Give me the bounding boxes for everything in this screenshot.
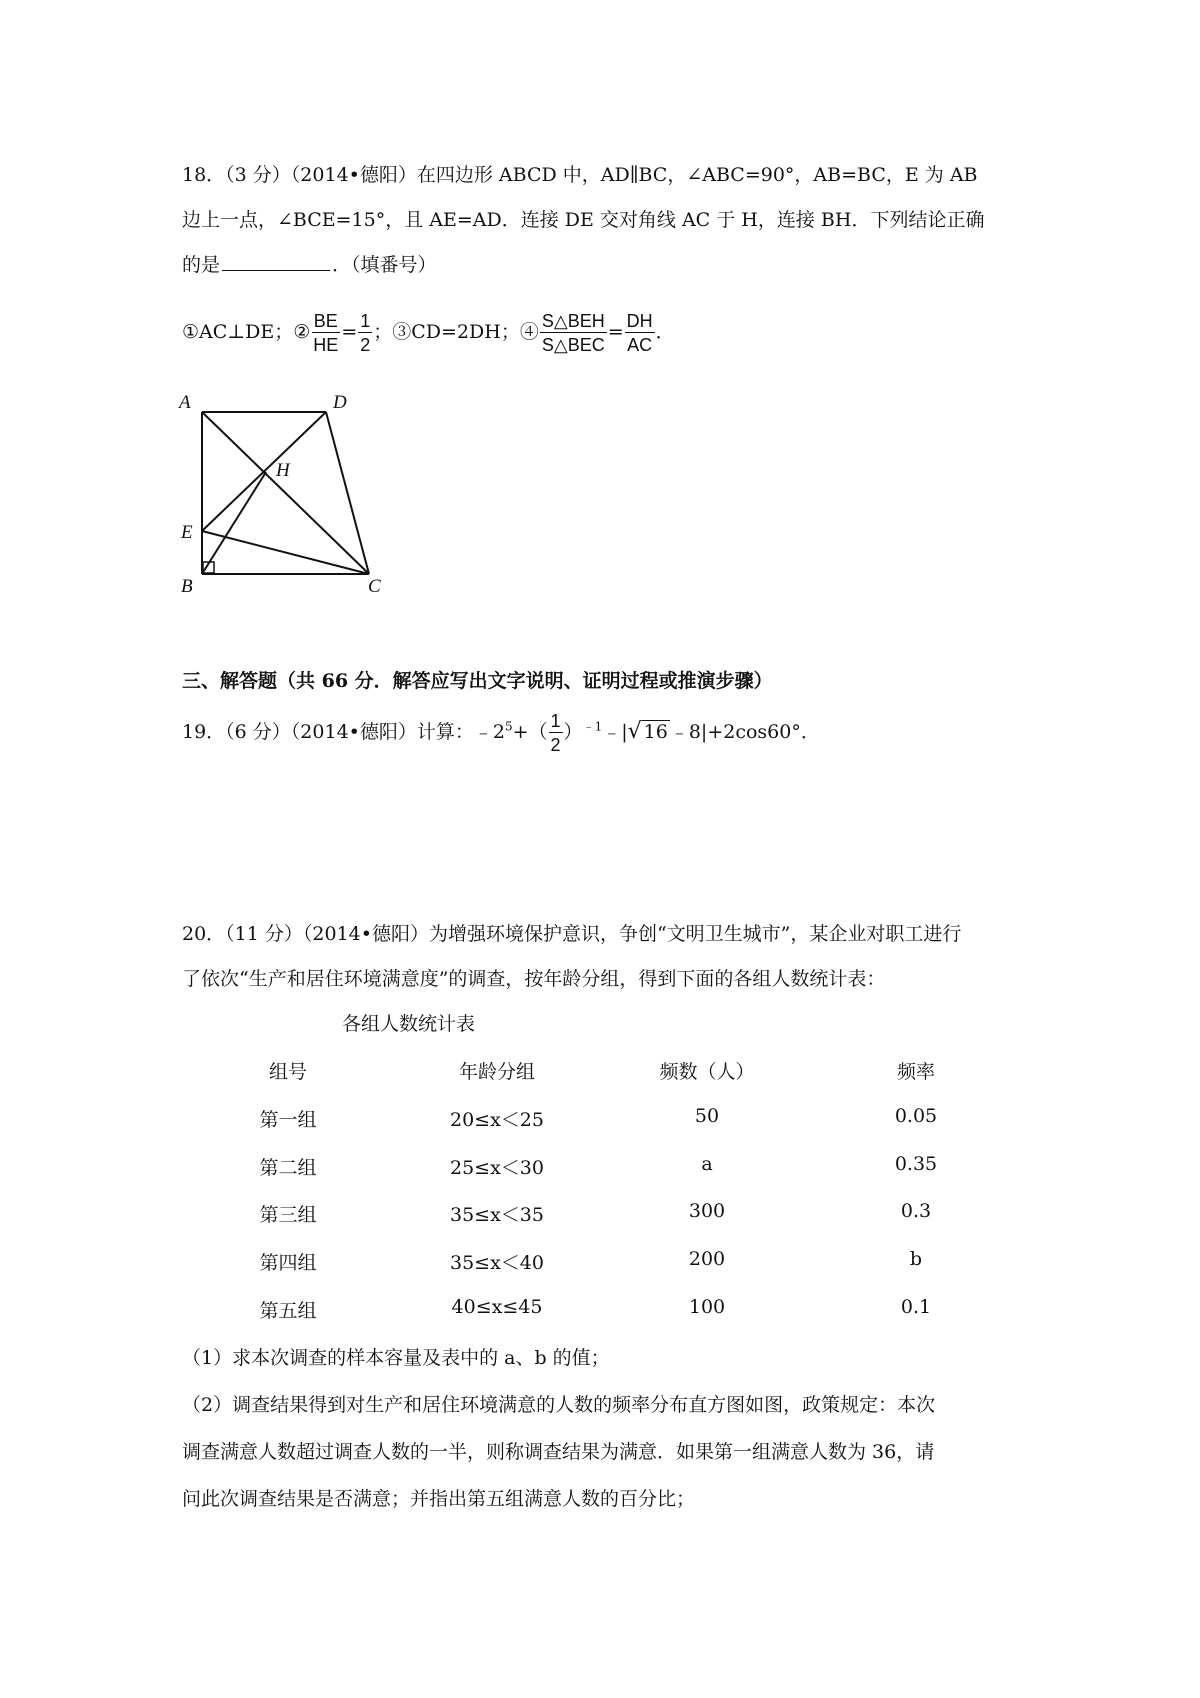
fraction-numerator: S△BEH: [541, 311, 605, 331]
q19-prefix: 19．（6 分）（2014•德阳）计算：﹣2: [182, 721, 505, 743]
label-c: C: [368, 576, 381, 597]
label-h: H: [276, 460, 290, 481]
fraction-one-half: [358, 312, 372, 354]
fraction-area-ratio: [540, 312, 607, 354]
fraction-be-he: [311, 312, 340, 354]
table-header-cell: 频率: [896, 1061, 936, 1083]
table-cell: 35≤x＜35: [450, 1204, 544, 1226]
table-header-cell: 年龄分组: [458, 1061, 536, 1083]
fraction-denominator: 2: [360, 335, 371, 355]
fraction-numerator: BE: [313, 311, 338, 331]
table-cell: 200: [688, 1248, 726, 1270]
q19-tail: ﹣8|+2cos60°．: [669, 721, 820, 743]
label-a: A: [179, 394, 191, 413]
table-cell: b: [909, 1248, 923, 1270]
table-cell: 第五组: [259, 1300, 317, 1322]
diagonal-ac: [202, 412, 369, 574]
exponent-5: 5: [504, 719, 513, 734]
q20-sub2-line1: （2）调查结果得到对生产和居住环境满意的人数的频率分布直方图如图，政策规定：本次: [182, 1394, 936, 1416]
fraction-denominator: S△BEC: [541, 335, 605, 355]
q19-close: ）: [563, 721, 583, 743]
fraction-one-half-q19: [549, 712, 563, 754]
table-cell: 300: [688, 1200, 726, 1222]
table-cell: 50: [694, 1105, 720, 1127]
fraction-numerator: DH: [626, 311, 653, 331]
fraction-denominator: 2: [550, 735, 561, 755]
table-cell: 0.35: [894, 1153, 938, 1175]
fraction-denominator: AC: [627, 335, 653, 355]
q18-end: ．: [655, 321, 675, 343]
q20-sub2-line2: 调查满意人数超过调查人数的一半，则称调查结果为满意．如果第一组满意人数为 36，请: [182, 1441, 935, 1463]
q19-plus: +（: [512, 721, 548, 743]
table-cell: 0.1: [900, 1296, 932, 1318]
q18-options: [182, 312, 675, 354]
table-cell: 第二组: [259, 1157, 317, 1179]
table-cell: 25≤x＜30: [450, 1157, 544, 1179]
fraction-numerator: 1: [550, 711, 561, 731]
q18-line3-start: 的是: [182, 254, 221, 276]
exponent-neg1: ﹣1: [582, 719, 603, 734]
answer-blank: [222, 252, 330, 271]
table-header-cell: 频数（人）: [659, 1061, 755, 1083]
table-cell: 35≤x＜40: [450, 1252, 544, 1274]
label-d: D: [333, 394, 347, 413]
table-cell: 第四组: [259, 1252, 317, 1274]
q20-line2: 了依次“生产和居住环境满意度”的调查，按年龄分组，得到下面的各组人数统计表：: [182, 968, 886, 990]
table-cell: 100: [688, 1296, 726, 1318]
sqrt-16: 16: [643, 721, 668, 743]
table-cell: 0.3: [900, 1200, 932, 1222]
q20-sub1: （1）求本次调查的样本容量及表中的 a、b 的值；: [182, 1347, 610, 1369]
table-cell: 0.05: [894, 1105, 938, 1127]
q18-line3-end: ．（填番号）: [332, 254, 437, 276]
equals-sign: =: [607, 321, 624, 343]
label-e: E: [181, 522, 193, 543]
fraction-denominator: HE: [313, 335, 339, 355]
equals-sign: =: [341, 321, 358, 343]
table-cell: 第一组: [259, 1109, 317, 1131]
table-title: 各组人数统计表: [342, 1013, 476, 1035]
section-heading: 三、解答题（共 66 分．解答应写出文字说明、证明过程或推演步骤）: [182, 670, 773, 692]
q18-line3: [182, 250, 437, 277]
table-cell: 40≤x≤45: [451, 1296, 543, 1318]
q18-line1: 18．（3 分）（2014•德阳）在四边形 ABCD 中，AD∥BC，∠ABC=90°，AB=BC，E 为 AB: [182, 164, 978, 186]
q20-sub2-line3: 问此次调查结果是否满意；并指出第五组满意人数的百分比；: [182, 1488, 696, 1510]
radical-sign-icon: √: [627, 719, 642, 744]
q18-opt12: ①AC⊥DE；②: [182, 321, 311, 343]
q18-line2: 边上一点，∠BCE=15°，且 AE=AD．连接 DE 交对角线 AC 于 H，连接 BH．下列结论正确: [182, 209, 985, 231]
fraction-dh-ac: [625, 312, 655, 354]
q18-opt3: ；③CD=2DH；④: [373, 321, 539, 343]
segment-ec: [202, 531, 369, 574]
label-b: B: [181, 576, 193, 597]
fraction-numerator: 1: [360, 311, 371, 331]
table-cell: 第三组: [259, 1204, 317, 1226]
q19-mid: ﹣|: [602, 721, 628, 743]
segment-dc: [326, 412, 369, 574]
table-cell: 20≤x＜25: [450, 1109, 544, 1131]
q19-expression: [182, 712, 820, 754]
table-header-cell: 组号: [268, 1061, 308, 1083]
quadrilateral-figure: [176, 394, 396, 602]
q20-line1: 20．（11 分）（2014•德阳）为增强环境保护意识，争创“文明卫生城市”，某企业对职工进行: [182, 923, 962, 945]
table-cell: a: [701, 1153, 713, 1175]
